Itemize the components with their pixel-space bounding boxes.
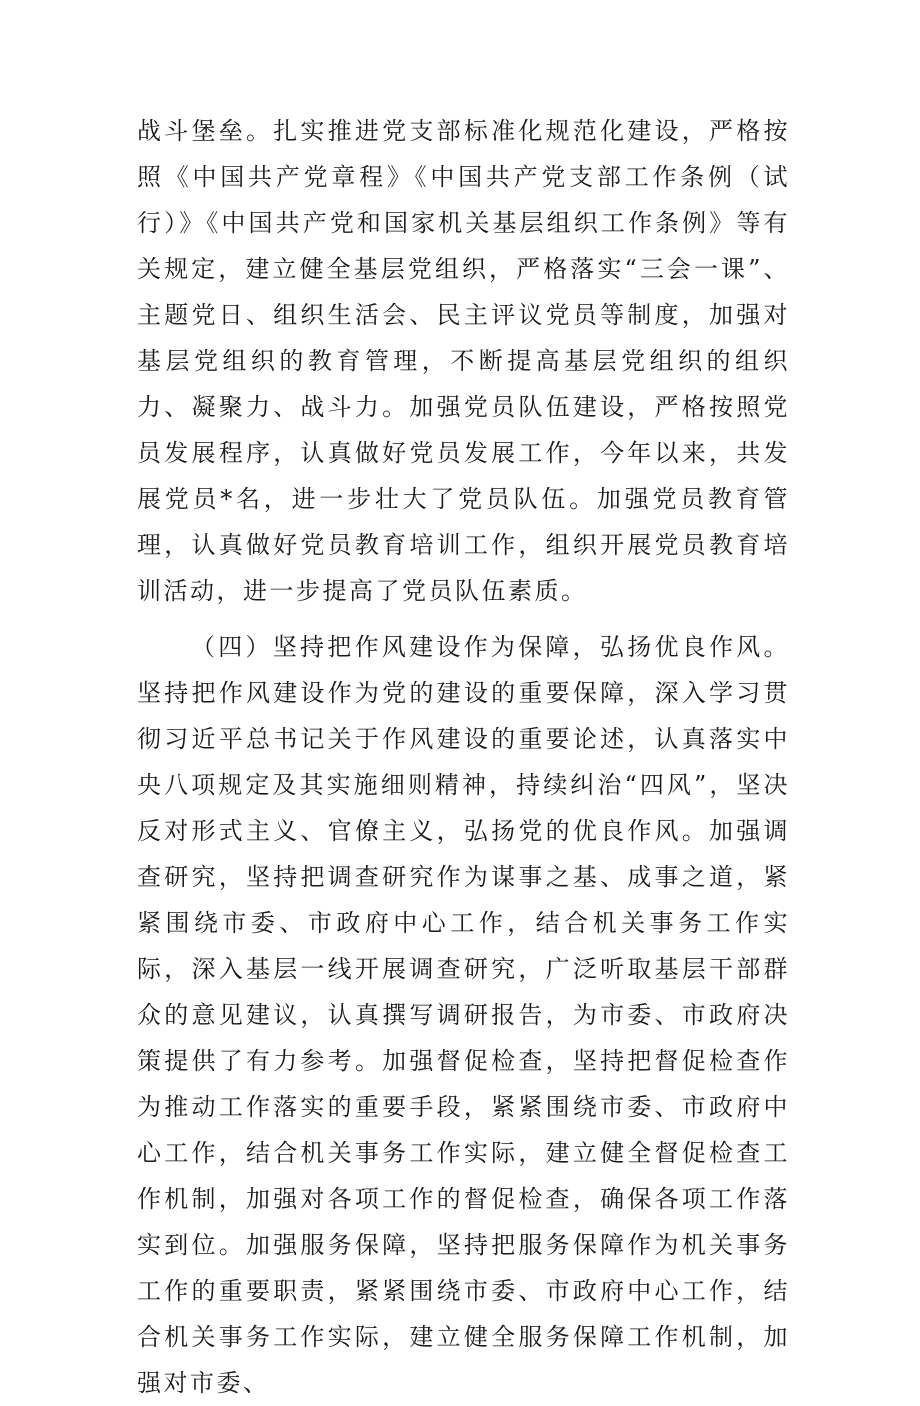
- paragraph-section-four: （四）坚持把作风建设作为保障，弘扬优良作风。坚持把作风建设作为党的建设的重要保障，深入学习贯彻习近平总书记关于作风建设的重要论述，认真落实中央八项规定及其实施细则精神，持续纠治“四风”，坚决反对形式主义、官僚主义，弘扬党的优良作风。加强调查研究，坚持把调查研究作为谋事之基、成事之道，紧紧围绕市委、市政府中心工作，结合机关事务工作实际，深入基层一线开展调查研究，广泛听取基层干部群众的意见建议，认真撰写调研报告，为市委、市政府决策提供了有力参考。加强督促检查，坚持把督促检查作为推动工作落实的重要手段，紧紧围绕市委、市政府中心工作，结合机关事务工作实际，建立健全督促检查工作机制，加强对各项工作的督促检查，确保各项工作落实到位。加强服务保障，坚持把服务保障作为机关事务工作的重要职责，紧紧围绕市委、市政府中心工作，结合机关事务工作实际，建立健全服务保障工作机制，加强对市委、: [137, 633, 790, 1397]
- paragraph-continuation: 战斗堡垒。扎实推进党支部标准化规范化建设，严格按照《中国共产党章程》《中国共产党支部工作条例（试行）》《中国共产党和国家机关基层组织工作条例》等有关规定，建立健全基层党组织，严格落实“三会一课”、主题党日、组织生活会、民主评议党员等制度，加强对基层党组织的教育管理，不断提高基层党组织的组织力、凝聚力、战斗力。加强党员队伍建设，严格按照党员发展程序，认真做好党员发展工作，今年以来，共发展党员*名，进一步壮大了党员队伍。加强党员教育管理，认真做好党员教育培训工作，组织开展党员教育培训活动，进一步提高了党员队伍素质。: [137, 117, 790, 605]
